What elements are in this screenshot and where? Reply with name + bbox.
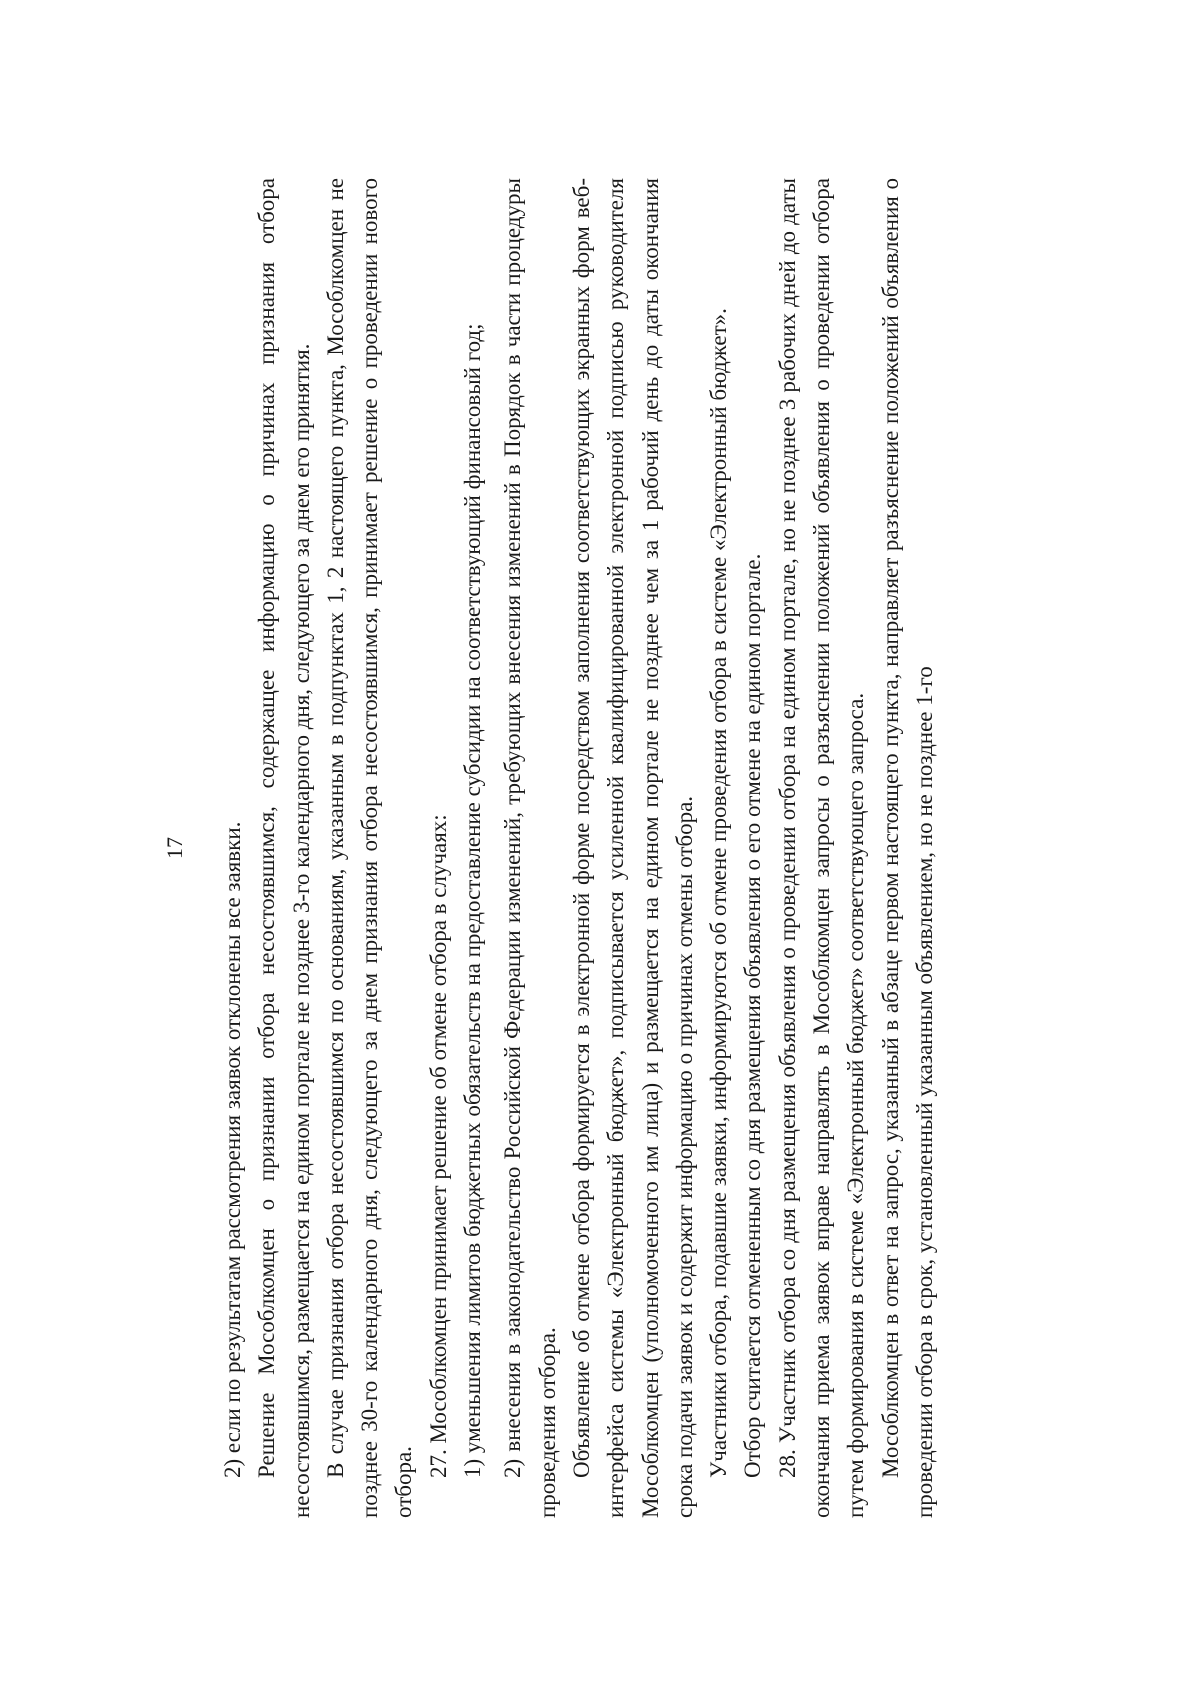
- page-number: 17: [162, 837, 187, 859]
- paragraph-cancelled-from: Отбор считается отмененным со дня размещения объявления о его отмене на едином портале.: [740, 553, 766, 1478]
- paragraph-clause-28: 28. Участник отбора со дня размещения объявления о проведении отбора на едином портале, но не позднее 3 рабочих дней до даты окончания приема заявок вправе направлять в Мособлкомцен запросы о разъяснении положений объявления о проведении отбора путем формирования в системе «Электронный бюджет» соответствующего запроса.: [774, 178, 869, 1518]
- paragraph-cancellation-notice: Объявление об отмене отбора формируется в электронной форме посредством заполнения соответствующих экранных форм веб-интерфейса системы «Электронный бюджет», подписывается усиленной квалифицированной электронной подписью руководителя Мособлкомцен (уполномоченного им лица) и размещается на едином портале не позднее чем за 1 рабочий день до даты окончания срока подачи заявок и содержит информацию о причинах отмены отбора.: [568, 178, 697, 1518]
- document-body: [216, 178, 942, 1518]
- paragraph-item-2: 2) если по результатам рассмотрения заявок отклонены все заявки.: [220, 821, 245, 1478]
- paragraph-clause-27-item-1: 1) уменьшения лимитов бюджетных обязательств на предоставление субсидии на соответствующий финансовый год;: [460, 323, 486, 1478]
- paragraph-clarification-response: Мособлкомцен в ответ на запрос, указанный в абзаце первом настоящего пункта, направляет разъяснение положений объявления о проведении отбора в срок, установленный указанным объявлением, но не позднее 1-го: [877, 178, 937, 1518]
- paragraph-clause-27: 27. Мособлкомцен принимает решение об отмене отбора в случаях:: [425, 814, 451, 1478]
- rotated-content: [100, 98, 1100, 1598]
- paragraph-clause-27-item-2: 2) внесения в законодательство Российской Федерации изменений, требующих внесения изменений в Порядок в части процедуры проведения отбора.: [500, 178, 560, 1518]
- paragraph-decision-unsuccessful: Решение Мособлкомцен о признании отбора несостоявшимся, содержащее информацию о причинах признания отбора несостоявшимся, размещается на едином портале не позднее 3-го календарного дня, следующего за днем его принятия.: [254, 178, 314, 1518]
- paragraph-participants-informed: Участники отбора, подавшие заявки, информируются об отмене проведения отбора в системе «Электронный бюджет».: [706, 308, 732, 1478]
- paragraph-new-selection: В случае признания отбора несостоявшимся по основаниям, указанным в подпунктах 1, 2 настоящего пункта, Мособлкомцен не позднее 30-го календарного дня, следующего за днем признания отбора несостоявшимся, принимает решение о проведении нового отбора.: [322, 178, 417, 1518]
